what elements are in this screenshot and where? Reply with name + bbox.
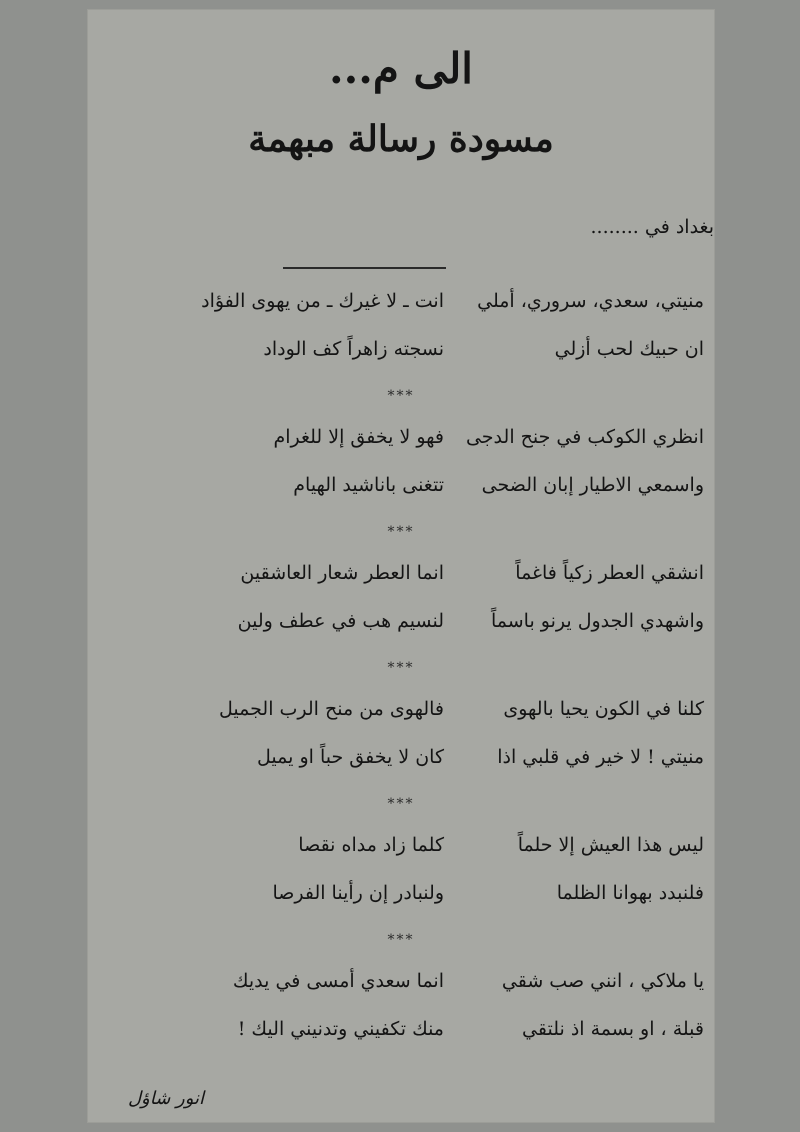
poem-body (88, 280, 714, 1056)
stanza-separator: *** (387, 660, 415, 676)
verse-first-hemistich: فلنبدد بهوانا الظلما (556, 882, 704, 904)
verse-second-hemistich: فالهوى من منح الرب الجميل (219, 698, 444, 720)
verse-second-hemistich: انما العطر شعار العاشقين (240, 562, 444, 584)
poem-subtitle: مسودة رسالة مبهمة (248, 118, 554, 160)
verse-second-hemistich: انت ـ لا غيرك ـ من يهوى الفؤاد (201, 290, 444, 312)
verse-second-hemistich: ولنبادر إن رأينا الفرصا (272, 882, 444, 904)
verse-first-hemistich: ليس هذا العيش إلا حلماً (517, 834, 704, 856)
verse-line (88, 1008, 714, 1056)
verse-second-hemistich: تتغنى باناشيد الهيام (293, 474, 444, 496)
verse-line (88, 872, 714, 920)
verse-line (88, 328, 714, 376)
verse-line (88, 960, 714, 1008)
verse-second-hemistich: انما سعدي أمسى في يديك (232, 970, 444, 992)
verse-first-hemistich: ان حبيك لحب أزلي (554, 338, 704, 360)
verse-first-hemistich: واسمعي الاطيار إبان الضحى (481, 474, 704, 496)
author-signature: انور شاؤل (127, 1088, 204, 1109)
verse-first-hemistich: منيتي، سعدي، سروري، أملي (477, 290, 704, 312)
stanza-separator: *** (387, 388, 415, 404)
verse-first-hemistich: انظري الكوكب في جنح الدجى (465, 426, 704, 448)
verse-first-hemistich: منيتي ! لا خير في قلبي اذا (497, 746, 704, 768)
verse-first-hemistich: انشقي العطر زكياً فاغماً (515, 562, 704, 584)
verse-line (88, 464, 714, 512)
verse-first-hemistich: واشهدي الجدول يرنو باسماً (490, 610, 704, 632)
stanza-separator: *** (387, 796, 415, 812)
verse-second-hemistich: كان لا يخفق حباً او يميل (257, 746, 444, 768)
verse-line (88, 824, 714, 872)
stanza-separator: *** (387, 932, 415, 948)
verse-first-hemistich: يا ملاكي ، انني صب شقي (501, 970, 704, 992)
verse-second-hemistich: كلما زاد مداه نقصا (298, 834, 444, 856)
verse-first-hemistich: قبلة ، او بسمة اذ نلتقي (522, 1018, 704, 1040)
verse-line (88, 688, 714, 736)
verse-line (88, 416, 714, 464)
verse-line (88, 280, 714, 328)
stanza-separator: *** (387, 524, 415, 540)
verse-second-hemistich: منك تكفيني وتدنيني اليك ! (237, 1018, 444, 1040)
dateline: بغداد في ........ (590, 216, 714, 238)
poem-title: الى م... (329, 44, 473, 93)
verse-line (88, 600, 714, 648)
verse-second-hemistich: نسجته زاهراً كف الوداد (263, 338, 444, 360)
divider-rule (283, 267, 446, 269)
verse-line (88, 552, 714, 600)
verse-second-hemistich: فهو لا يخفق إلا للغرام (273, 426, 444, 448)
verse-line (88, 736, 714, 784)
document-page (88, 10, 714, 1122)
verse-first-hemistich: كلنا في الكون يحيا بالهوى (503, 698, 704, 720)
verse-second-hemistich: لنسيم هب في عطف ولين (237, 610, 444, 632)
